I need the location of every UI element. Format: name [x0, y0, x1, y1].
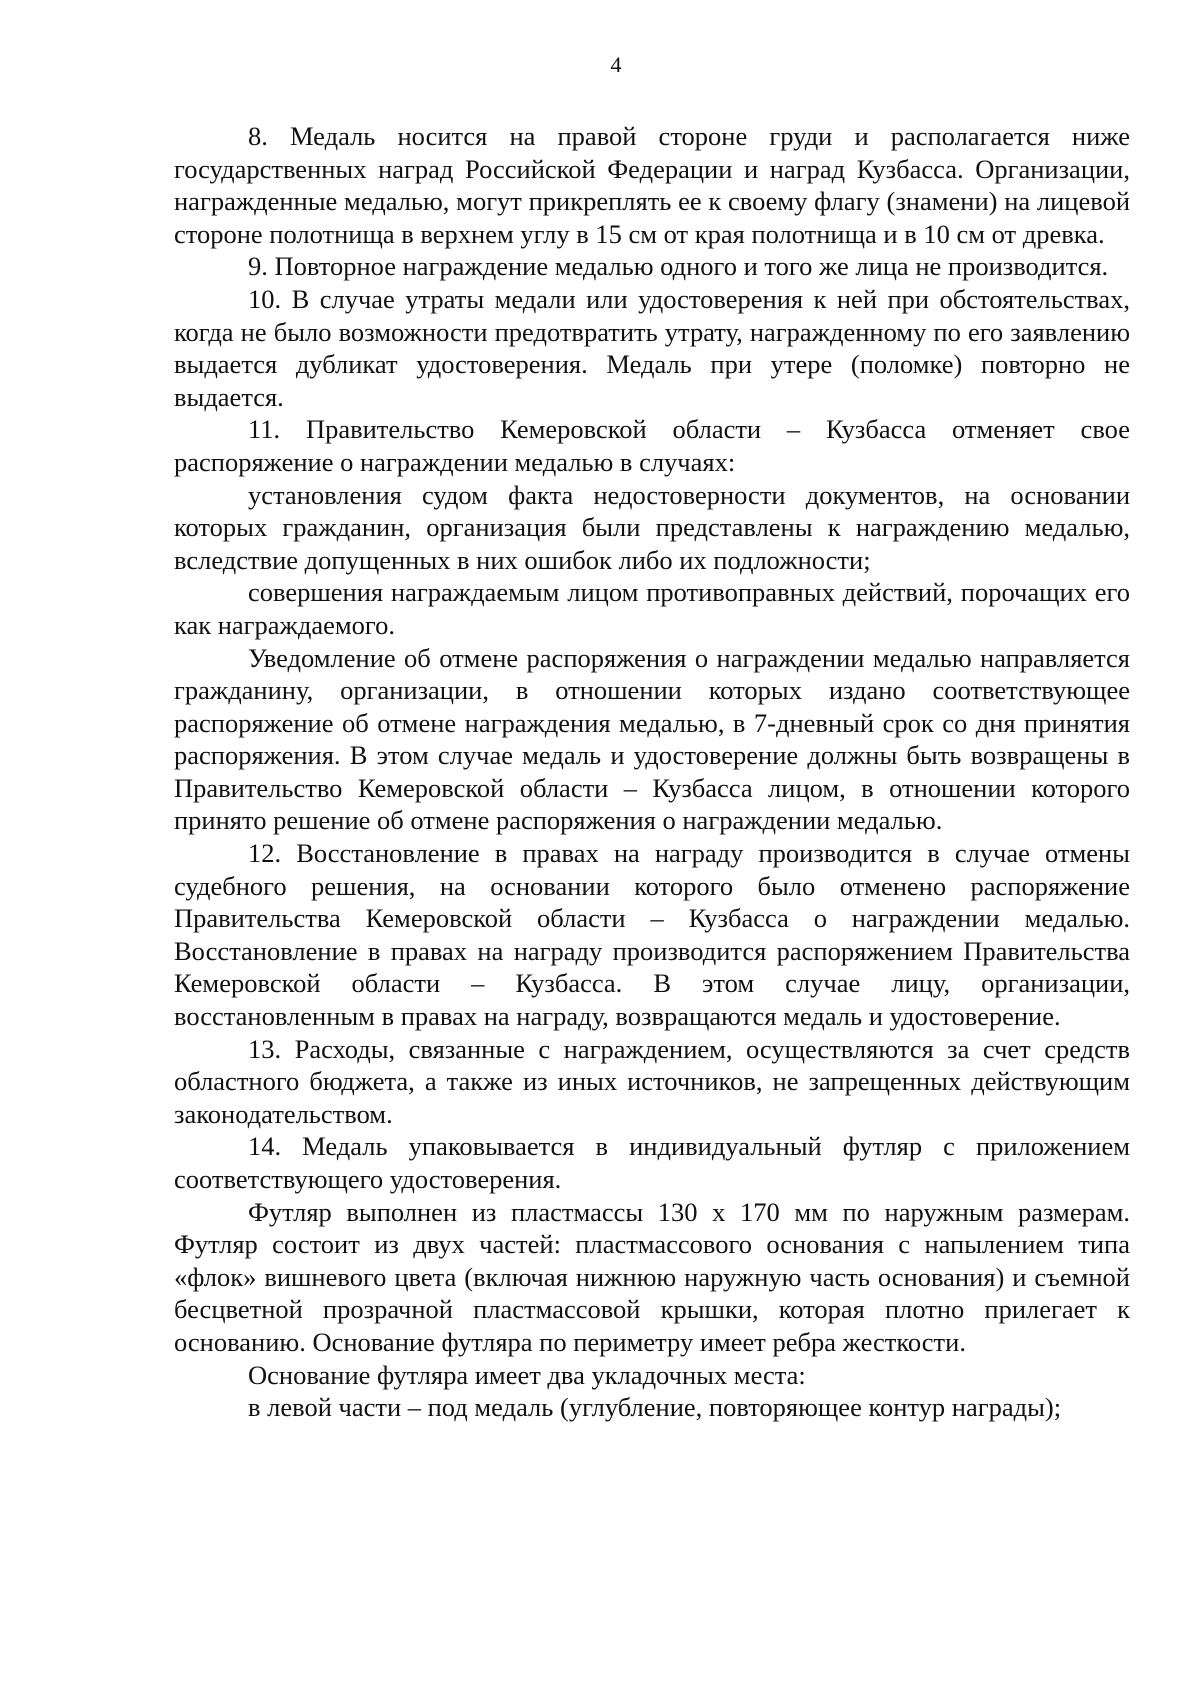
paragraph-11-case-documents: установления судом факта недостоверности документов, на основании которых гражданин, организация были представлены к награждению медалью, вследствие допущенных в них ошибок либо их подложности; — [174, 479, 1130, 575]
page-number: 4 — [610, 52, 622, 77]
document-body — [174, 120, 1130, 1424]
paragraph-10-loss: 10. В случае утраты медали или удостоверения к ней при обстоятельствах, когда не было возможности предотвратить утрату, награжденному по его заявлению выдается дубликат удостоверения. Медаль при утере (поломке) повторно не выдается. — [174, 283, 1130, 412]
paragraph-case-description: Футляр выполнен из пластмассы 130 х 170 мм по наружным размерам. Футляр состоит из двух частей: пластмассового основания с напылением типа «флок» вишневого цвета (включая нижнюю наружную часть основания) и съемной бесцветной прозрачной пластмассовой крышки, которая плотно прилегает к основанию. Основание футляра по периметру имеет ребра жесткости. — [174, 1196, 1130, 1357]
paragraph-11-case-actions: совершения награждаемым лицом противоправных действий, порочащих его как награждаемого. — [174, 577, 1130, 640]
paragraph-8-wearing: 8. Медаль носится на правой стороне груди и располагается ниже государственных наград Российской Федерации и наград Кузбасса. Организации, награжденные медалью, могут прикреплять ее к своему флагу (знамени) на лицевой стороне полотнища в верхнем углу в 15 см от края полотнища и в 10 см от древка. — [174, 121, 1130, 249]
paragraph-9-repeat-award: 9. Повторное награждение медалью одного и того же лица не производится. — [248, 251, 1109, 282]
paragraph-14-case: 14. Медаль упаковывается в индивидуальный футляр с приложением соответствующего удостоверения. — [174, 1131, 1130, 1194]
paragraph-12-restoration: 12. Восстановление в правах на награду производится в случае отмены судебного решения, на основании которого было отменено распоряжение Правительства Кемеровской области – Кузбасса о награждении медалью. Восстановление в правах на награду производится распоряжением Правительства Кемеровской области – Кузбасса. В этом случае лицу, организации, восстановленным в правах на награду, возвращаются медаль и удостоверение. — [174, 838, 1130, 1032]
paragraph-case-slots: Основание футляра имеет два укладочных места: — [248, 1359, 806, 1390]
paragraph-case-left-slot: в левой части – под медаль (углубление, повторяющее контур награды); — [248, 1392, 1062, 1423]
paragraph-11-notification: Уведомление об отмене распоряжения о награждении медалью направляется гражданину, организации, в отношении которых издано соответствующее распоряжение об отмене награждения медалью, в 7-дневный срок со дня принятия распоряжения. В этом случае медаль и удостоверение должны быть возвращены в Правительство Кемеровской области – Кузбасса лицом, в отношении которого принято решение об отмене распоряжения о награждении медалью. — [174, 642, 1130, 836]
paragraph-13-expenses: 13. Расходы, связанные с награждением, осуществляются за счет средств областного бюджета, а также из иных источников, не запрещенных действующим законодательством. — [174, 1033, 1130, 1129]
paragraph-11-revocation: 11. Правительство Кемеровской области – Кузбасса отменяет свое распоряжение о награждении медалью в случаях: — [174, 414, 1130, 477]
